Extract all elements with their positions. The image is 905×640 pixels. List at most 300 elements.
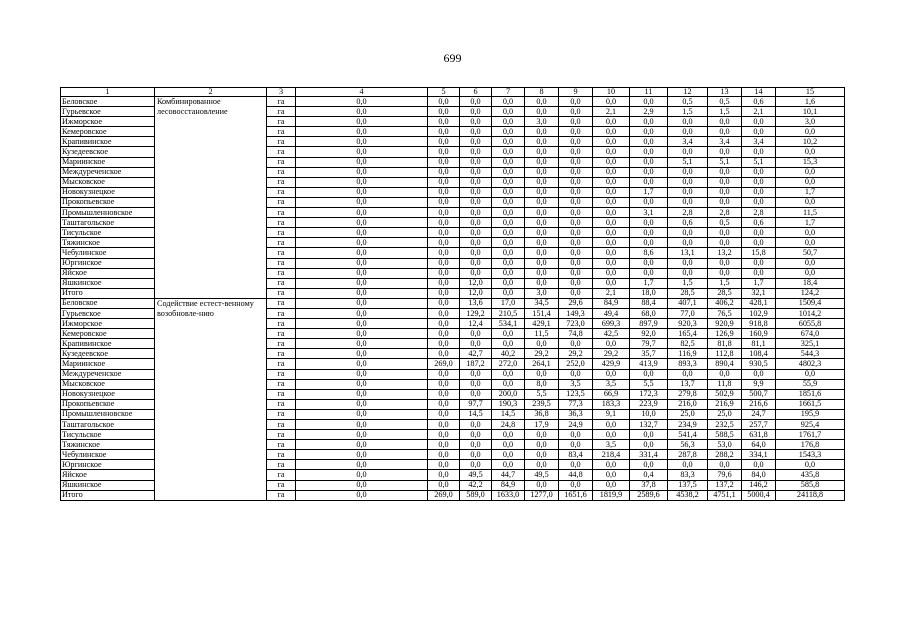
value-cell: 406,2 <box>708 298 742 308</box>
value-cell: 699,3 <box>593 319 630 329</box>
value-cell: 897,9 <box>630 319 668 329</box>
value-cell: 5,5 <box>525 389 559 399</box>
value-cell: 0,0 <box>776 369 845 379</box>
unit-cell: га <box>267 460 296 470</box>
value-cell: 8,0 <box>525 379 559 389</box>
value-cell: 112,8 <box>708 349 742 359</box>
value-cell: 0,5 <box>708 218 742 228</box>
district-name: Яшкинское <box>61 480 155 490</box>
district-name: Промышленновское <box>61 208 155 218</box>
value-cell: 29,2 <box>593 349 630 359</box>
value-cell: 269,0 <box>428 490 460 500</box>
value-cell: 0,0 <box>593 248 630 258</box>
value-cell: 0,0 <box>593 137 630 147</box>
value-cell: 0,0 <box>296 157 428 167</box>
value-cell: 0,0 <box>492 177 525 187</box>
value-cell: 0,0 <box>559 117 593 127</box>
value-cell: 0,5 <box>668 97 708 107</box>
value-cell: 0,0 <box>492 238 525 248</box>
value-cell: 12,4 <box>460 319 492 329</box>
value-cell: 0,0 <box>668 460 708 470</box>
value-cell: 0,0 <box>630 238 668 248</box>
value-cell: 0,0 <box>525 430 559 440</box>
value-cell: 5,1 <box>668 157 708 167</box>
table-body <box>61 97 845 501</box>
unit-cell: га <box>267 399 296 409</box>
unit-cell: га <box>267 208 296 218</box>
column-header: 4 <box>296 88 428 97</box>
value-cell: 413,9 <box>630 359 668 369</box>
value-cell: 0,0 <box>776 197 845 207</box>
value-cell: 0,0 <box>593 480 630 490</box>
column-header: 8 <box>525 88 559 97</box>
value-cell: 0,0 <box>668 197 708 207</box>
value-cell: 42,7 <box>460 349 492 359</box>
value-cell: 34,5 <box>525 298 559 308</box>
value-cell: 925,4 <box>776 420 845 430</box>
value-cell: 0,0 <box>428 208 460 218</box>
value-cell: 0,0 <box>525 197 559 207</box>
value-cell: 0,0 <box>296 490 428 500</box>
column-header: 9 <box>559 88 593 97</box>
value-cell: 190,3 <box>492 399 525 409</box>
value-cell: 0,0 <box>492 197 525 207</box>
value-cell: 0,0 <box>559 480 593 490</box>
page-number: 699 <box>443 51 462 65</box>
unit-cell: га <box>267 127 296 137</box>
value-cell: 0,0 <box>428 319 460 329</box>
value-cell: 5,1 <box>708 157 742 167</box>
value-cell: 0,0 <box>492 117 525 127</box>
value-cell: 76,5 <box>708 308 742 318</box>
value-cell: 0,0 <box>428 288 460 298</box>
value-cell: 3,0 <box>776 117 845 127</box>
value-cell: 0,0 <box>708 187 742 197</box>
value-cell: 0,0 <box>559 177 593 187</box>
value-cell: 0,0 <box>525 177 559 187</box>
value-cell: 0,0 <box>428 238 460 248</box>
value-cell: 0,0 <box>296 420 428 430</box>
value-cell: 1,5 <box>668 278 708 288</box>
value-cell: 0,0 <box>525 147 559 157</box>
district-name: Яшкинское <box>61 278 155 288</box>
value-cell: 4751,1 <box>708 490 742 500</box>
value-cell: 0,0 <box>742 258 776 268</box>
value-cell: 223,9 <box>630 399 668 409</box>
value-cell: 0,0 <box>428 480 460 490</box>
value-cell: 0,0 <box>630 218 668 228</box>
unit-cell: га <box>267 97 296 107</box>
value-cell: 1761,7 <box>776 430 845 440</box>
value-cell: 0,0 <box>296 389 428 399</box>
value-cell: 0,0 <box>460 460 492 470</box>
column-header: 14 <box>742 88 776 97</box>
value-cell: 0,0 <box>460 389 492 399</box>
value-cell: 88,4 <box>630 298 668 308</box>
value-cell: 84,9 <box>593 298 630 308</box>
district-name: Промышленновское <box>61 409 155 419</box>
value-cell: 279,8 <box>668 389 708 399</box>
value-cell: 0,0 <box>428 127 460 137</box>
value-cell: 0,0 <box>630 167 668 177</box>
value-cell: 0,0 <box>296 258 428 268</box>
value-cell: 1851,6 <box>776 389 845 399</box>
value-cell: 0,0 <box>296 399 428 409</box>
value-cell: 13,1 <box>668 248 708 258</box>
value-cell: 0,0 <box>428 460 460 470</box>
value-cell: 0,0 <box>630 268 668 278</box>
value-cell: 0,0 <box>460 248 492 258</box>
unit-cell: га <box>267 177 296 187</box>
value-cell: 0,0 <box>559 167 593 177</box>
district-name: Юргинское <box>61 460 155 470</box>
value-cell: 14,5 <box>492 409 525 419</box>
value-cell: 0,0 <box>593 208 630 218</box>
value-cell: 0,0 <box>296 228 428 238</box>
value-cell: 2,8 <box>668 208 708 218</box>
district-name: Новокузнецкое <box>61 187 155 197</box>
value-cell: 0,0 <box>742 228 776 238</box>
value-cell: 0,0 <box>428 420 460 430</box>
value-cell: 0,0 <box>492 187 525 197</box>
unit-cell: га <box>267 218 296 228</box>
value-cell: 0,0 <box>630 147 668 157</box>
value-cell: 0,0 <box>776 127 845 137</box>
value-cell: 0,0 <box>492 107 525 117</box>
value-cell: 68,0 <box>630 308 668 318</box>
value-cell: 42,2 <box>460 480 492 490</box>
value-cell: 123,5 <box>559 389 593 399</box>
value-cell: 77,3 <box>559 399 593 409</box>
value-cell: 0,0 <box>296 369 428 379</box>
value-cell: 0,0 <box>593 258 630 268</box>
unit-cell: га <box>267 389 296 399</box>
value-cell: 0,0 <box>296 460 428 470</box>
district-name: Итого <box>61 288 155 298</box>
value-cell: 15,8 <box>742 248 776 258</box>
value-cell: 108,4 <box>742 349 776 359</box>
value-cell: 0,4 <box>630 470 668 480</box>
district-name: Тисульское <box>61 430 155 440</box>
value-cell: 129,2 <box>460 308 492 318</box>
value-cell: 0,0 <box>428 97 460 107</box>
value-cell: 9,9 <box>742 379 776 389</box>
unit-cell: га <box>267 319 296 329</box>
value-cell: 1,7 <box>742 278 776 288</box>
value-cell: 1,6 <box>776 97 845 107</box>
district-name: Крапивинское <box>61 137 155 147</box>
value-cell: 2,8 <box>708 208 742 218</box>
value-cell: 0,0 <box>525 228 559 238</box>
value-cell: 0,0 <box>460 127 492 137</box>
column-header: 10 <box>593 88 630 97</box>
value-cell: 24,9 <box>559 420 593 430</box>
value-cell: 3,4 <box>708 137 742 147</box>
district-name: Тяжинское <box>61 238 155 248</box>
district-name: Гурьевское <box>61 107 155 117</box>
value-cell: 0,0 <box>559 157 593 167</box>
value-cell: 1661,5 <box>776 399 845 409</box>
value-cell: 502,9 <box>708 389 742 399</box>
value-cell: 0,0 <box>460 137 492 147</box>
value-cell: 25,0 <box>668 409 708 419</box>
value-cell: 0,0 <box>460 238 492 248</box>
value-cell: 0,0 <box>593 187 630 197</box>
value-cell: 50,7 <box>776 248 845 258</box>
unit-cell: га <box>267 228 296 238</box>
value-cell: 0,0 <box>492 369 525 379</box>
unit-cell: га <box>267 329 296 339</box>
value-cell: 84,0 <box>742 470 776 480</box>
value-cell: 0,0 <box>525 339 559 349</box>
value-cell: 79,6 <box>708 470 742 480</box>
value-cell: 0,0 <box>559 97 593 107</box>
value-cell: 5000,4 <box>742 490 776 500</box>
district-name: Гурьевское <box>61 308 155 318</box>
value-cell: 12,0 <box>460 278 492 288</box>
value-cell: 183,3 <box>593 399 630 409</box>
value-cell: 0,0 <box>593 460 630 470</box>
unit-cell: га <box>267 490 296 500</box>
value-cell: 0,0 <box>668 117 708 127</box>
value-cell: 234,9 <box>668 420 708 430</box>
value-cell: 0,0 <box>460 218 492 228</box>
value-cell: 0,0 <box>708 167 742 177</box>
value-cell: 37,8 <box>630 480 668 490</box>
value-cell: 0,0 <box>428 298 460 308</box>
district-name: Междуреченское <box>61 369 155 379</box>
value-cell: 218,4 <box>593 450 630 460</box>
unit-cell: га <box>267 349 296 359</box>
value-cell: 17,9 <box>525 420 559 430</box>
value-cell: 0,0 <box>708 117 742 127</box>
district-name: Беловское <box>61 298 155 308</box>
value-cell: 0,0 <box>559 430 593 440</box>
value-cell: 0,0 <box>296 450 428 460</box>
value-cell: 232,5 <box>708 420 742 430</box>
value-cell: 930,5 <box>742 359 776 369</box>
value-cell: 81,8 <box>708 339 742 349</box>
value-cell: 0,0 <box>296 97 428 107</box>
value-cell: 3,4 <box>668 137 708 147</box>
value-cell: 893,3 <box>668 359 708 369</box>
value-cell: 0,0 <box>776 258 845 268</box>
value-cell: 0,0 <box>492 248 525 258</box>
value-cell: 0,0 <box>559 440 593 450</box>
value-cell: 126,9 <box>708 329 742 339</box>
value-cell: 29,6 <box>559 298 593 308</box>
value-cell: 589,0 <box>460 490 492 500</box>
value-cell: 0,6 <box>668 218 708 228</box>
value-cell: 0,0 <box>593 238 630 248</box>
value-cell: 500,7 <box>742 389 776 399</box>
value-cell: 429,9 <box>593 359 630 369</box>
value-cell: 0,0 <box>492 97 525 107</box>
value-cell: 0,0 <box>460 369 492 379</box>
column-header: 3 <box>267 88 296 97</box>
value-cell: 0,0 <box>559 339 593 349</box>
unit-cell: га <box>267 470 296 480</box>
value-cell: 3,0 <box>525 288 559 298</box>
value-cell: 0,0 <box>593 218 630 228</box>
value-cell: 0,0 <box>460 440 492 450</box>
value-cell: 0,0 <box>428 339 460 349</box>
value-cell: 0,0 <box>460 268 492 278</box>
district-name: Междуреченское <box>61 167 155 177</box>
value-cell: 83,4 <box>559 450 593 460</box>
value-cell: 12,0 <box>460 288 492 298</box>
value-cell: 0,0 <box>492 127 525 137</box>
value-cell: 172,3 <box>630 389 668 399</box>
value-cell: 0,0 <box>492 288 525 298</box>
unit-cell: га <box>267 147 296 157</box>
value-cell: 0,0 <box>460 379 492 389</box>
value-cell: 49,5 <box>525 470 559 480</box>
value-cell: 631,8 <box>742 430 776 440</box>
value-cell: 0,0 <box>630 97 668 107</box>
district-name: Мысковское <box>61 177 155 187</box>
value-cell: 588,5 <box>708 430 742 440</box>
value-cell: 146,2 <box>742 480 776 490</box>
value-cell: 25,0 <box>708 409 742 419</box>
district-name: Мариинское <box>61 359 155 369</box>
district-name: Яйское <box>61 268 155 278</box>
value-cell: 0,0 <box>559 460 593 470</box>
value-cell: 1543,3 <box>776 450 845 460</box>
value-cell: 0,0 <box>428 147 460 157</box>
value-cell: 0,0 <box>492 167 525 177</box>
value-cell: 0,0 <box>708 460 742 470</box>
column-header: 12 <box>668 88 708 97</box>
unit-cell: га <box>267 430 296 440</box>
value-cell: 0,0 <box>668 238 708 248</box>
value-cell: 0,0 <box>428 258 460 268</box>
value-cell: 8,6 <box>630 248 668 258</box>
value-cell: 0,0 <box>742 167 776 177</box>
value-cell: 83,3 <box>668 470 708 480</box>
value-cell: 0,0 <box>593 278 630 288</box>
value-cell: 195,9 <box>776 409 845 419</box>
column-header: 5 <box>428 88 460 97</box>
value-cell: 3,5 <box>593 379 630 389</box>
district-name: Прокопьевское <box>61 399 155 409</box>
unit-cell: га <box>267 420 296 430</box>
value-cell: 0,0 <box>742 460 776 470</box>
value-cell: 541,4 <box>668 430 708 440</box>
value-cell: 0,0 <box>296 167 428 177</box>
value-cell: 0,0 <box>428 379 460 389</box>
value-cell: 0,0 <box>492 218 525 228</box>
value-cell: 0,0 <box>428 197 460 207</box>
district-name: Кузедеевское <box>61 349 155 359</box>
value-cell: 239,5 <box>525 399 559 409</box>
value-cell: 0,0 <box>593 167 630 177</box>
value-cell: 0,0 <box>742 197 776 207</box>
value-cell: 0,0 <box>593 177 630 187</box>
value-cell: 0,0 <box>492 228 525 238</box>
value-cell: 44,7 <box>492 470 525 480</box>
value-cell: 0,0 <box>742 127 776 137</box>
value-cell: 0,0 <box>525 450 559 460</box>
unit-cell: га <box>267 379 296 389</box>
activity-type: Содействие естест-венному возобновле-нию <box>155 298 267 500</box>
value-cell: 0,0 <box>492 379 525 389</box>
value-cell: 0,0 <box>296 208 428 218</box>
value-cell: 0,0 <box>428 248 460 258</box>
value-cell: 0,0 <box>428 450 460 460</box>
value-cell: 0,0 <box>630 117 668 127</box>
value-cell: 0,0 <box>559 218 593 228</box>
value-cell: 0,0 <box>428 117 460 127</box>
value-cell: 0,0 <box>492 440 525 450</box>
value-cell: 0,0 <box>708 127 742 137</box>
value-cell: 0,0 <box>296 187 428 197</box>
value-cell: 0,0 <box>742 117 776 127</box>
value-cell: 0,0 <box>525 97 559 107</box>
value-cell: 0,0 <box>460 157 492 167</box>
value-cell: 11,8 <box>708 379 742 389</box>
value-cell: 0,0 <box>708 147 742 157</box>
value-cell: 0,0 <box>742 238 776 248</box>
value-cell: 0,0 <box>525 187 559 197</box>
value-cell: 0,0 <box>492 329 525 339</box>
value-cell: 0,0 <box>296 349 428 359</box>
value-cell: 0,0 <box>593 420 630 430</box>
unit-cell: га <box>267 107 296 117</box>
value-cell: 49,4 <box>593 308 630 318</box>
value-cell: 0,0 <box>593 470 630 480</box>
value-cell: 0,0 <box>593 339 630 349</box>
value-cell: 0,0 <box>525 248 559 258</box>
value-cell: 2,1 <box>593 288 630 298</box>
value-cell: 176,8 <box>776 440 845 450</box>
unit-cell: га <box>267 359 296 369</box>
value-cell: 0,0 <box>428 137 460 147</box>
unit-cell: га <box>267 167 296 177</box>
district-name: Мариинское <box>61 157 155 167</box>
value-cell: 151,4 <box>525 308 559 318</box>
value-cell: 0,0 <box>525 208 559 218</box>
value-cell: 0,0 <box>296 440 428 450</box>
value-cell: 0,0 <box>630 460 668 470</box>
value-cell: 5,1 <box>742 157 776 167</box>
value-cell: 9,1 <box>593 409 630 419</box>
value-cell: 0,0 <box>708 268 742 278</box>
district-name: Новокузнецкое <box>61 389 155 399</box>
value-cell: 3,5 <box>559 379 593 389</box>
value-cell: 0,0 <box>630 137 668 147</box>
value-cell: 0,0 <box>559 187 593 197</box>
value-cell: 0,0 <box>668 167 708 177</box>
value-cell: 0,0 <box>428 409 460 419</box>
value-cell: 0,0 <box>525 238 559 248</box>
value-cell: 0,0 <box>776 167 845 177</box>
value-cell: 13,7 <box>668 379 708 389</box>
value-cell: 1,7 <box>776 187 845 197</box>
unit-cell: га <box>267 440 296 450</box>
value-cell: 0,0 <box>428 440 460 450</box>
value-cell: 0,0 <box>428 177 460 187</box>
value-cell: 0,0 <box>428 308 460 318</box>
value-cell: 0,0 <box>492 147 525 157</box>
value-cell: 918,8 <box>742 319 776 329</box>
value-cell: 3,5 <box>593 440 630 450</box>
unit-cell: га <box>267 187 296 197</box>
value-cell: 287,8 <box>668 450 708 460</box>
value-cell: 1,7 <box>776 218 845 228</box>
value-cell: 0,0 <box>492 339 525 349</box>
value-cell: 2,9 <box>630 107 668 117</box>
